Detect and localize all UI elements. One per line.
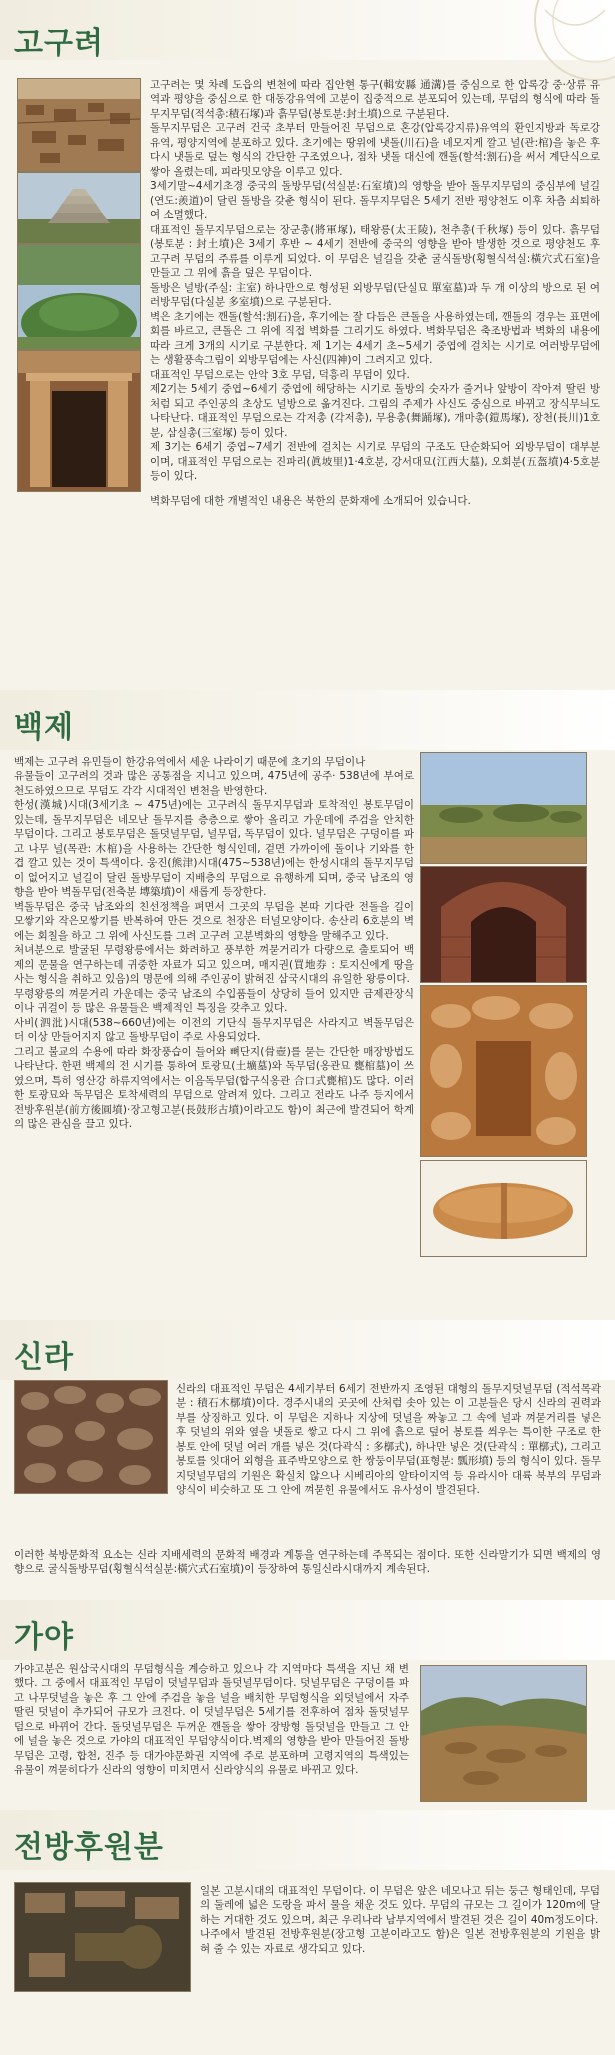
baekje-image-mound-field [420, 752, 587, 864]
baekje-image-stone-coffin [420, 985, 587, 1157]
gaya-text [14, 1662, 409, 1778]
jeonbang-paragraph: 나주에서 발견된 전방후원분(장고형 고분이라고도 함)은 일본 전방후원분의 기원을 밝혀 줄 수 있는 자료로 생각되고 있다. [200, 1928, 600, 1955]
jeonbang-paragraph: 일본 고분시대의 대표적인 무덤이다. 이 무덤은 앞은 네모나고 뒤는 둥근 형태인데, 무덤의 둘레에 넓은 도랑을 파서 물을 채운 것도 있다. 무덤의 규모는 그 길이가 120m에 달하는 거대한 것도 있으며, 최근 우리나라 남부지역에서 발견된 것은 길이 40m정도이다. [200, 1885, 600, 1926]
goguryeo-paragraph: 돌무지무덤은 고구려 건국 초부터 만들어진 무덤으로 혼강(압록강지류)유역의 환인지방과 독로강유역, 평양지역에 분포하고 있다. 초기에는 땅위에 냇돌(川石)을 네모지게 깔고 널(관:棺)을 놓은 후 다시 냇돌로 덮는 형식의 간단한 구조였으나, 점차 냇돌 대신에 깬돌(할석:割石)을 써서 계단식으로 쌓아 올렸는데, 피라밋모양을 이루고 있다. [150, 122, 600, 178]
baekje-paragraph: 처녀분으로 발굴된 무령왕릉에서는 화려하고 풍부한 껴묻거리가 다량으로 출토되어 백제의 문물을 연구하는데 귀중한 자료가 되고 있으며, 매지권(買地券 : 토지신에게 땅을 사는 형식을 취하고 있음)의 명문에 의해 주인공이 밝혀진 삼국시대의 유일한 왕릉이다. [14, 944, 414, 986]
baekje-paragraph: 벽돌무덤은 중국 남조와의 친선정책을 펴면서 그곳의 무덤을 본따 기다란 전돌을 길이 모쌓기와 작은모쌓기를 반복하여 만든 것으로 천장은 터널모양이다. 송산리 6호분의 벽에는 회칠을 하고 그 위에 사신도를 그려 고구려 고분벽화의 영향을 말해주고 있다. [14, 900, 414, 942]
goguryeo-note: 벽화무덤에 대한 개별적인 내용은 북한의 문화재에 소개되어 있습니다. [150, 494, 471, 507]
goguryeo-title: 고구려 [14, 26, 104, 61]
goguryeo-paragraph: 대표적인 돌무지무덤으로는 장군총(將軍塚), 태왕릉(太王陵), 천추총(千秋塚) 등이 있다. 흙무덤(봉토분 : 封土墳)은 3세기 후반 ~ 4세기 전반에 중국의 영향을 받아 발생한 것으로 평양천도 후 고구려 무덤의 주류를 이루게 되었다. 이 무덤은 널길을 갖춘 굴식돌방(횡혈식석실:橫穴式石室)을 만들고 그 위에 흙을 덮은 무덤이다. [150, 223, 600, 280]
baekje-paragraph: 한성(漢城)시대(3세기초 ~ 475년)에는 고구려식 돌무지무덤과 토착적인 봉토무덤이 있는데, 돌무지무덤은 네모난 돌무지를 층층으로 쌓아 올리고 가운데에 주검을 안치한 무덤이다. 그리고 봉토무덤은 돌덧널무덤, 널무덤, 독무덤이 있다. 널무덤은 구덩이를 파고 나무 널(목관: 木棺)을 사용하는 간단한 형식인데, 겉면 가까이에 돌이나 기와를 한 겹 깔고 있는 것이 특색이다. 웅진(熊津)시대(475~538년)에는 한성시대의 돌무지무덤이 없어지고 널길이 달린 돌방무덤이 지배층의 무덤으로 유행하게 되며, 중국 남조의 영향을 받아 벽돌무덤(전축분 塼築墳)이 새롭게 등장한다. [14, 799, 414, 899]
goguryeo-paragraph: 벽은 초기에는 깬돌(할석:割石)을, 후기에는 잘 다듬은 큰돌을 사용하였는데, 깬돌의 경우는 표면에 회를 바르고, 큰돌은 그 위에 직접 벽화를 그리기도 하였다. 벽화무덤은 축조방법과 벽화의 내용에 따라 크게 3개의 시기로 구분한다. 제 1기는 4세기 초~5세기 중엽에 걸치는 시기로 여러방무덤에는 생활풍속그림이 외방무덤에는 사신(四神)이 그려지고 있다. [150, 310, 600, 367]
baekje-image-jar-coffin [420, 1160, 587, 1257]
gaya-title-bar [0, 1600, 615, 1660]
silla-image-stone-mound [14, 1380, 168, 1494]
baekje-paragraph: 무령왕릉의 껴묻거리 가운데는 중국 남조의 수입품들이 상당히 들어 있지만 금제관장식이나 귀걸이 등 많은 유물들은 백제적인 특징을 갖추고 있다. [14, 987, 414, 1015]
silla-paragraph: 신라의 대표적인 무덤은 4세기부터 6세기 전반까지 조영된 대형의 돌무지덧널무덤 (적석목곽분 : 積石木槨墳)이다. 경주시내의 곳곳에 산처럼 솟아 있는 이 고분들은 당시 신라의 권력과 부를 상징하고 있다. 이 무덤은 지하나 지상에 덧널을 짜놓고 그 속에 널과 껴묻거리를 넣은 후 덧널의 위와 옆을 냇돌로 쌓고 다시 그 위에 흙으로 덮어 봉토를 씌우는 특이한 구조로 한 봉토 안에 덧널 여러 개를 넣은 것(다곽식 : 多槨式), 하나만 넣은 것(단곽식 : 單槨式), 그리고 봉토를 잇대어 외형을 표주박모양으로 한 쌍둥이무덤(표형분: 瓢形墳) 등의 형식이 있다. 돌무지덧널무덤의 기원은 확실치 않으나 시베리아의 알타이지역 등 유라시아 대륙 북부의 무덤과 양식이 비슷하고 또 그 안에 껴묻힌 유물에서도 유사성이 발견된다. [176, 1383, 601, 1497]
goguryeo-paragraph: 3세기말~4세기초경 중국의 돌방무덤(석실분:石室墳)의 영향을 받아 돌무지무덤의 중심부에 널길(연도:羨道)이 달린 돌방을 갖춘 형식이 된다. 돌무지무덤은 5세기 전반 평양천도 이후 차츰 쇠퇴하여 소멸했다. [150, 180, 600, 222]
jeonbang-text [200, 1884, 600, 1956]
baekje-image-brick-interior [420, 866, 587, 983]
silla-footer: 이러한 북방문화적 요소는 신라 지배세력의 문화적 배경과 계통을 연구하는데 주목되는 점이다. 또한 신라말기가 되면 백제의 영향으로 굴식돌방무덤(횡혈식석실분:橫穴式石室墳)이 등장하여 통일신라시대까지 계속된다. [14, 1549, 601, 1576]
goguryeo-paragraph: 제 3기는 6세기 중엽~7세기 전반에 걸치는 시기로 무덤의 구조도 단순화되어 외방무덤이 대부분이며, 대표적인 무덤으로는 진파리(眞坡里)1·4호분, 강서대묘(江西大墓), 오회분(五盔墳)4·5호분 등이 있다. [150, 441, 600, 483]
baekje-title-bar [0, 690, 615, 750]
goguryeo-paragraph: 제2기는 5세기 중엽~6세기 중엽에 해당하는 시기로 돌방의 숫자가 줄거나 앞방이 작아져 딸린 방처럼 되고 주인공의 초상도 널방으로 옮겨진다. 그림의 주제가 사신도 중심으로 바뀌고 장식무늬도 나타난다. 대표적인 무덤으로는 각저총 (각저총), 무용총(舞踊塚), 개마총(鎧馬塚), 장천(長川)1호분, 삼실총(三室塚) 등이 있다. [150, 383, 600, 439]
jeonbang-title: 전방후원분 [14, 1830, 164, 1865]
silla-title: 신라 [14, 1340, 74, 1375]
baekje-title: 백제 [14, 710, 74, 745]
goguryeo-image-tombs-field [17, 78, 141, 172]
goguryeo-image-mound [17, 244, 141, 350]
goguryeo-image-stepped-pyramid [17, 172, 141, 244]
goguryeo-paragraph: 대표적인 무덤으로는 안악 3호 무덤, 덕흥리 무덤이 있다. [150, 368, 410, 381]
baekje-paragraph: 사비(泗沘)시대(538~660년)에는 이전의 기단식 돌무지무덤은 사라지고 벽돌무덤은 더 이상 만들어지지 않고 돌방무덤이 주로 사용되었다. [14, 1016, 414, 1044]
baekje-paragraph: 백제는 고구려 유민들이 한강유역에서 세운 나라이기 때문에 초기의 무덤이나 [14, 756, 366, 768]
goguryeo-text [150, 78, 600, 508]
baekje-paragraph: 유물들이 고구려의 것과 많은 공통점을 지니고 있으며, 475년에 공주· 538년에 부여로 천도하였으므로 무덤도 각각 시대적인 변천을 반영한다. [14, 770, 414, 797]
gaya-paragraph: 가야고분은 원삼국시대의 무덤형식을 계승하고 있으나 각 지역마다 특색을 지닌 채 변했다. 그 중에서 대표적인 무덤이 덧널무덤과 돌덧널무덤이다. 덧널무덤은 구덩이를 파고 나무덧널을 놓은 후 그 안에 주검을 놓을 널을 배치한 무덤형식을 외덧널에서 자주 딸린 덧널이 추가되어 규모가 크진다. 이 덧널무덤은 5세기를 전후하여 점차 돌덧널무덤으로 바뀌어 간다. 돌덧널무덤은 두꺼운 깬돌을 쌓아 장방형 돌덧널을 만들고 그 안에 널을 놓은 것으로 가야의 대표적인 무덤양식이다.벽제의 영향을 받아 만들어진 돌방무덤은 고령, 합천, 진주 등 대가야문화권 지역에 주로 분포하며 고령지역의 특색있는 유물이 껴묻히다가 신라의 영향이 미치면서 신라양식의 유물로 바뀌고 있다. [14, 1663, 409, 1777]
goguryeo-paragraph: 고구려는 몇 차례 도읍의 변천에 따라 집안현 통구(輯安縣 通溝)를 중심으로 한 압록강 중·상류 유역과 평양을 중심으로 한 대동강유역에 고분이 집중적으로 분포되어 있는데, 무덤의 형식에 따라 돌무지무덤(적석총:積石塚)과 흙무덤(봉토분:封土墳)으로 구분된다. [150, 79, 600, 120]
silla-title-bar [0, 1320, 615, 1380]
baekje-text [14, 755, 414, 1132]
goguryeo-image-tomb-entrance [17, 350, 141, 492]
goguryeo-paragraph: 돌방은 널방(주실: 主室) 하나만으로 형성된 외방무덤(단실묘 單室墓)과 두 개 이상의 방으로 된 여러방무덤(다실분 多室墳)으로 구분된다. [150, 281, 600, 309]
gaya-title: 가야 [14, 1620, 74, 1655]
jeonbang-image-keyhole-aerial [14, 1882, 191, 1992]
baekje-paragraph: 그리고 불교의 수용에 따라 화장풍습이 들어와 뼈단지(骨壺)를 묻는 간단한 매장방법도 나타난다. 한편 백제의 전 시기를 통하여 토광묘(土壙墓)와 독무덤(옹관묘 甕棺墓)이 쓰였으며, 특히 영산강 하류지역에서는 이음독무덤(합구식옹관 合口式甕棺)도 많다. 이러한 토광묘와 독무덤은 토착세력의 무덤으로 알려져 있다. 그리고 전라도 나주 등지에서 전방후원분(前方後圓墳)·장고형고분(長鼓形古墳)이라고도 함)이 최근에 발견되어 학계의 많은 관심을 끌고 있다. [14, 1045, 414, 1131]
gaya-image-hillside-tombs [420, 1665, 587, 1802]
silla-text [176, 1382, 601, 1498]
